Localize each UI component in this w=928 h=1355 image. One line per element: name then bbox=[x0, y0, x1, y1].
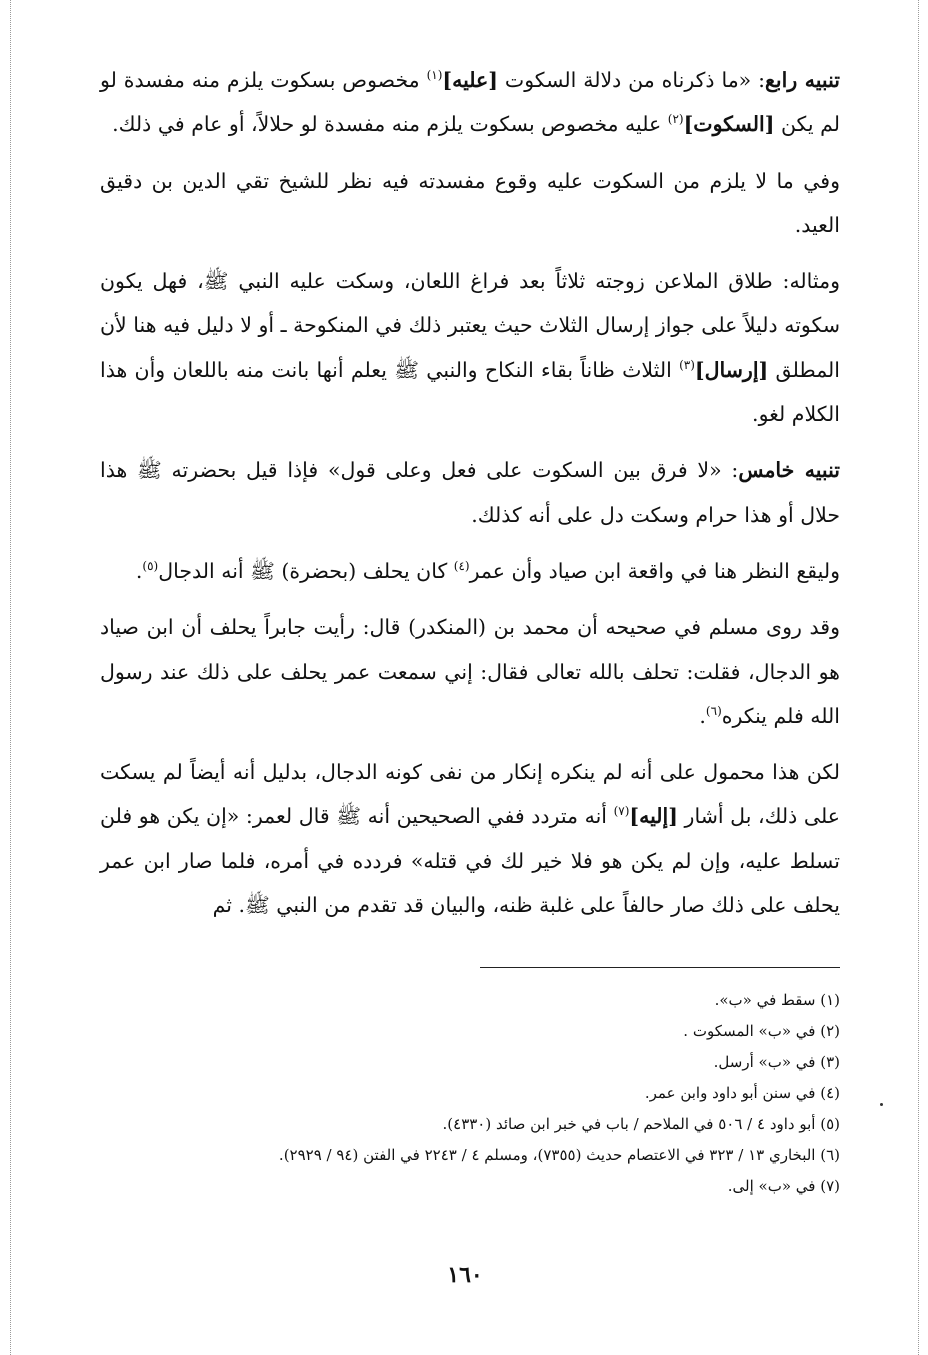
footnote-reference: (٧) bbox=[613, 804, 630, 819]
text-run: لكن هذا محمول على أنه لم ينكره إنكار من نفى كونه الدجال، بدليل أنه أيضاً لم يسكت على ذلك، بل أشار bbox=[100, 760, 840, 829]
bold-text: تنبيه رابع bbox=[765, 68, 840, 92]
paragraph bbox=[100, 58, 840, 147]
footnote-reference: (٦) bbox=[705, 704, 722, 719]
paragraph bbox=[100, 549, 840, 593]
bold-text: تنبيه خامس bbox=[738, 458, 840, 483]
bold-text: [إرسال] bbox=[694, 357, 769, 382]
text-run: الثلاث ظاناً بقاء النكاح والنبي ﷺ يعلم أنها بانت منه باللعان وأن هذا الكلام لغو. bbox=[100, 357, 840, 427]
text-run: : «ما ذكرناه من دلالة السكوت bbox=[498, 68, 766, 92]
text-run: عليه مخصوص بسكوت يلزم منه مفسدة لو حلالاً، أو عام في ذلك. bbox=[112, 112, 668, 137]
text-run: كان يحلف (بحضرة) ﷺ أنه الدجال bbox=[158, 558, 454, 583]
text-run: ومثاله: طلاق الملاعن زوجته ثلاثاً بعد فراغ اللعان، وسكت عليه النبي ﷺ، فهل يكون سكوته دليلاً على جواز إرسال الثلاث حيث يعتبر ذلك في المنكوحة ـ أو لا دليل فيه هنا لأن المطلق bbox=[100, 269, 841, 382]
text-run: مخصوص بسكوت يلزم منه مفسدة لو لم يكن bbox=[100, 68, 840, 137]
footnote-4: (٤) في سنن أبو داود وابن عمر. bbox=[644, 1084, 840, 1102]
page-edge-dotted-left bbox=[10, 0, 11, 1355]
margin-dot bbox=[880, 1103, 883, 1106]
paragraph bbox=[100, 605, 840, 738]
footnote-reference: (٤) bbox=[453, 559, 470, 574]
page-number: ١٦٠ bbox=[447, 1262, 483, 1288]
footnote-5: (٥) أبو داود ٤ / ٥٠٦ في الملاحم / باب في خبر ابن صائد (٤٣٣٠). bbox=[442, 1115, 840, 1133]
footnote-divider bbox=[480, 967, 840, 968]
paragraph bbox=[100, 750, 840, 927]
footnote-3: (٣) في «ب» أرسل. bbox=[713, 1053, 840, 1071]
footnote-2: (٢) في «ب» المسكوت . bbox=[683, 1022, 840, 1040]
paragraph bbox=[100, 448, 840, 537]
footnote-1: (١) سقط في «ب». bbox=[714, 991, 840, 1009]
paragraph bbox=[100, 159, 840, 248]
footnote-reference: (٣) bbox=[679, 357, 695, 372]
text-run: وليقع النظر هنا في واقعة ابن صياد وأن عمر bbox=[469, 558, 840, 583]
text-run: . bbox=[699, 703, 706, 728]
footnote-reference: (٥) bbox=[142, 559, 159, 574]
footnote-reference: (٢) bbox=[667, 112, 684, 127]
text-run: أنه متردد ففي الصحيحين أنه ﷺ قال لعمر: «إن يكن هو فلن تسلط عليه، وإن لم يكن هو فلا خير لك في قتله» فردده في أمره، فلما صار ابن عمر يحلف على ذلك صار حالفاً على غلبة ظنه، والبيان قد تقدم من النبي ﷺ. ثم bbox=[100, 804, 840, 918]
text-run: وقد روى مسلم في صحيحه أن محمد بن (المنكدر) قال: رأيت جابراً يحلف أن ابن صياد هو الدجال، فقلت: تحلف بالله تعالى فقال: إني سمعت عمر يحلف على ذلك عند رسول الله فلم ينكره bbox=[100, 615, 840, 728]
text-run: : «لا فرق بين السكوت على فعل وعلى قول» فإذا قيل بحضرته ﷺ هذا حلال أو هذا حرام وسكت دل على أنه كذلك. bbox=[100, 458, 840, 527]
page-edge-dotted-right bbox=[918, 0, 919, 1355]
bold-text: [عليه] bbox=[442, 68, 498, 92]
footnote-6: (٦) البخاري ١٣ / ٣٢٣ في الاعتصام حديث (٧٣٥٥)، ومسلم ٤ / ٢٢٤٣ في الفتن (٩٤ / ٢٩٢٩). bbox=[278, 1146, 840, 1164]
body-text bbox=[100, 58, 840, 939]
footnote-reference: (١) bbox=[426, 68, 443, 83]
bold-text: [السكوت] bbox=[683, 112, 775, 137]
footnotes bbox=[100, 985, 840, 1202]
text-run: . bbox=[135, 558, 143, 583]
paragraph bbox=[100, 259, 840, 436]
footnote-7: (٧) في «ب» إلى. bbox=[727, 1177, 840, 1195]
text-run: وفي ما لا يلزم من السكوت عليه وقوع مفسدته فيه نظر للشيخ تقي الدين بن دقيق العيد. bbox=[100, 168, 840, 237]
bold-text: [إليه] bbox=[629, 804, 678, 829]
